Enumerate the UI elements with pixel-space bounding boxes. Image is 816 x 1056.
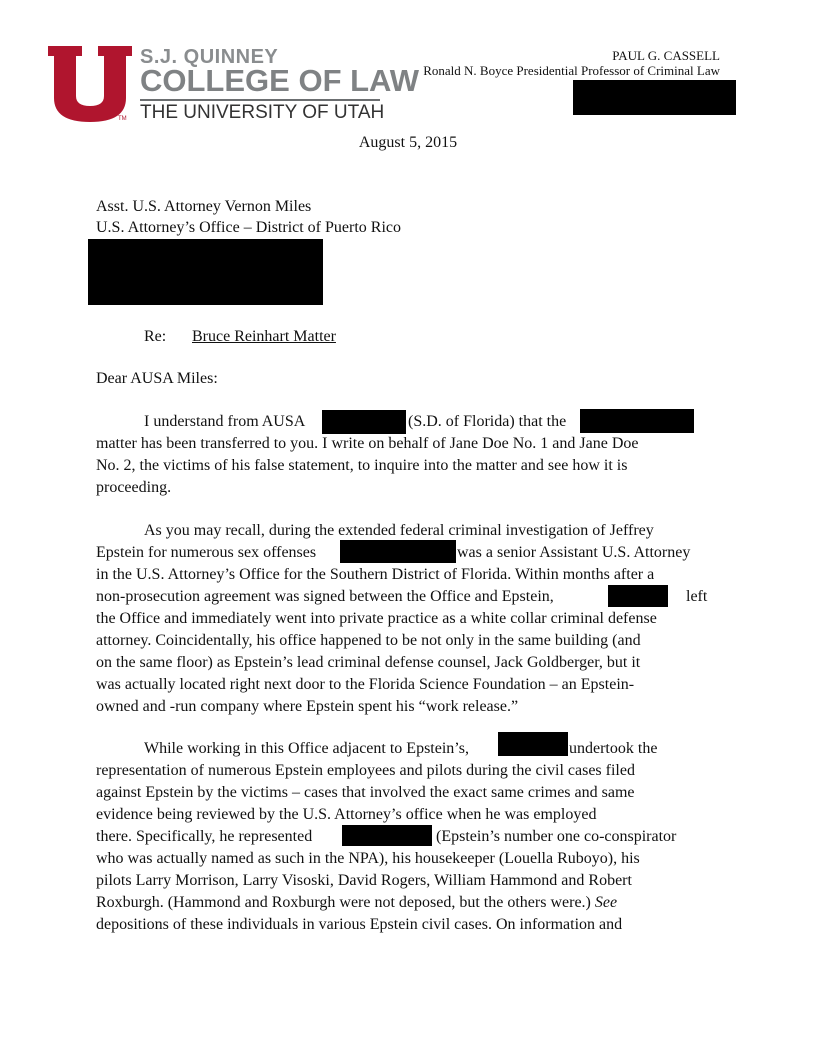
text-line: Epstein for numerous sex offenses <box>96 544 317 561</box>
text-line: evidence being reviewed by the U.S. Attorney’s office when he was employed <box>96 806 597 823</box>
text-span: I understand from AUSA <box>144 413 306 430</box>
college-logo <box>48 46 419 126</box>
text-line: owned and -run company where Epstein spent his “work release.” <box>96 698 519 715</box>
text-line: representation of numerous Epstein employees and pilots during the civil cases filed <box>96 762 635 779</box>
text-line: proceeding. <box>96 479 172 496</box>
redaction-box <box>608 585 668 607</box>
text-line <box>144 411 305 433</box>
text-line: was actually located right next door to the Florida Science Foundation – an Epstein- <box>96 676 635 693</box>
text-line <box>408 411 566 433</box>
text-line: (Epstein’s number one co-conspirator <box>436 828 677 845</box>
redaction-box <box>340 540 456 563</box>
text-line: was a senior Assistant U.S. Attorney <box>457 544 691 561</box>
logo-text-university: THE UNIVERSITY OF UTAH <box>140 102 385 123</box>
text-line: left <box>686 588 708 605</box>
text-line: No. 2, the victims of his false statement, to inquire into the matter and see how it is <box>96 457 628 474</box>
text-line: attorney. Coincidentally, his office happened to be not only in the same building (and <box>96 632 641 649</box>
text-line: non-prosecution agreement was signed between the Office and Epstein, <box>96 588 554 605</box>
redaction-box <box>342 825 432 846</box>
re-label: Re: <box>144 328 167 345</box>
redaction-box <box>573 80 736 115</box>
redaction-box <box>322 410 406 434</box>
text-line: against Epstein by the victims – cases that involved the exact same crimes and same <box>96 784 635 801</box>
text-line: pilots Larry Morrison, Larry Visoski, David Rogers, William Hammond and Robert <box>96 872 632 889</box>
text-line: on the same floor) as Epstein’s lead criminal defense counsel, Jack Goldberger, but it <box>96 654 641 671</box>
recipient-name: Asst. U.S. Attorney Vernon Miles <box>96 198 312 215</box>
salutation: Dear AUSA Miles: <box>96 370 218 387</box>
text-line: matter has been transferred to you. I write on behalf of Jane Doe No. 1 and Jane Doe <box>96 435 639 452</box>
redaction-box <box>88 239 323 305</box>
text-span: (S.D. of Florida) that the <box>408 413 567 430</box>
redaction-box <box>580 409 694 433</box>
text-line: there. Specifically, he represented <box>96 828 313 845</box>
letterhead-title: Ronald N. Boyce Presidential Professor of Criminal Law <box>423 63 720 78</box>
text-line: who was actually named as such in the NPA), his housekeeper (Louella Ruboyo), his <box>96 850 640 867</box>
text-line: depositions of these individuals in various Epstein civil cases. On information and <box>96 916 623 933</box>
text-line: the Office and immediately went into private practice as a white collar criminal defense <box>96 610 657 627</box>
letterhead-name: PAUL G. CASSELL <box>612 48 720 63</box>
citation-signal: See <box>594 894 618 911</box>
block-u-icon <box>48 46 132 124</box>
logo-divider <box>140 99 380 101</box>
text-line: undertook the <box>569 740 658 757</box>
text-line: As you may recall, during the extended federal criminal investigation of Jeffrey <box>144 522 654 539</box>
logo-text-college: COLLEGE OF LAW <box>140 63 419 98</box>
text-line: in the U.S. Attorney’s Office for the Southern District of Florida. Within months after a <box>96 566 655 583</box>
recipient-office: U.S. Attorney’s Office – District of Puerto Rico <box>96 219 401 236</box>
redaction-box <box>498 732 568 756</box>
logo-text-quinney: S.J. QUINNEY <box>140 46 279 68</box>
letter-date: August 5, 2015 <box>358 134 458 151</box>
re-subject: Bruce Reinhart Matter <box>192 328 336 345</box>
text-line: While working in this Office adjacent to Epstein’s, <box>144 740 469 757</box>
trademark-mark: TM <box>118 116 127 122</box>
text-span: Roxburgh. (Hammond and Roxburgh were not deposed, but the others were.) <box>96 894 591 911</box>
text-line <box>96 892 617 914</box>
